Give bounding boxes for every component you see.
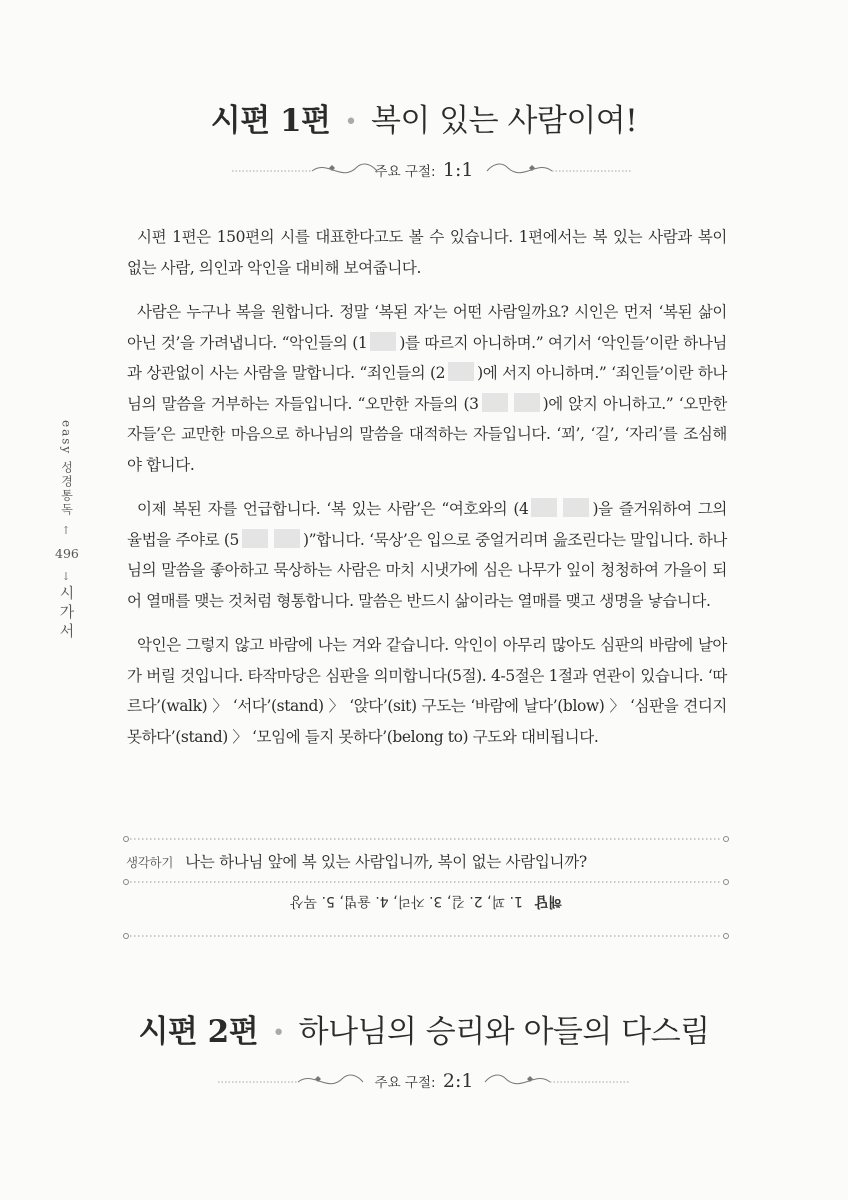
think-question-row xyxy=(122,850,730,872)
answer-label: 해답 xyxy=(534,893,562,909)
section1-key-verse xyxy=(0,155,848,185)
upside-down-answer xyxy=(122,892,730,912)
page-number: 496 xyxy=(55,546,79,562)
answer-blank xyxy=(274,529,300,548)
verse-label-text: 주요 구절: xyxy=(374,164,436,180)
right-flourish-icon xyxy=(482,155,632,185)
title-separator-dot: • xyxy=(272,1021,285,1046)
arrow-down-icon: ↓ xyxy=(61,570,71,584)
dotted-divider xyxy=(122,834,730,844)
section1-title-sub: 복이 있는 사람이여! xyxy=(370,103,638,139)
section2-key-verse xyxy=(0,1066,848,1096)
verse-label-text: 주요 구절: xyxy=(374,1075,436,1091)
page-sidebar xyxy=(55,420,77,647)
verse-ref: 1:1 xyxy=(442,159,474,181)
p2-part-a: 사람은 누구나 복을 원합니다. 정말 ‘복된 자’는 어떤 사람일까요? 시인은 먼저 ‘복된 삶이 아닌 것’을 가려냅니다. “악인들의 (1 xyxy=(127,303,727,352)
body-text xyxy=(127,222,727,766)
p2-part-b: )를 따르지 아니하며.” 여기서 ‘악인들’이란 하나님과 상관없이 사는 사람을 말합니다. “죄인들의 (2 xyxy=(127,333,727,382)
paragraph-1: 시편 1편은 150편의 시를 대표한다고도 볼 수 있습니다. 1편에서는 복 있는 사람과 복이 없는 사람, 의인과 악인을 대비해 보여줍니다. xyxy=(127,228,727,277)
dotted-divider xyxy=(122,931,730,941)
paragraph-2 xyxy=(127,297,727,480)
answer-blank xyxy=(563,498,589,517)
title-separator-dot: • xyxy=(344,110,357,135)
section1-verse-label xyxy=(0,159,848,181)
section2-verse-label xyxy=(0,1070,848,1092)
answer-blank xyxy=(531,498,557,517)
section2-title-sub: 하나님의 승리와 아들의 다스림 xyxy=(298,1014,710,1050)
answer-blank xyxy=(370,332,396,351)
answer-blank xyxy=(448,362,474,381)
right-flourish-icon xyxy=(480,1066,630,1096)
answer-text: 1. 꾀, 2. 길, 3. 자리, 4. 율법, 5. 묵상 xyxy=(290,893,523,909)
section-name: 시가서 xyxy=(57,585,76,643)
answer-blank xyxy=(242,529,268,548)
section2-title-main: 시편 2편 xyxy=(138,1014,259,1050)
verse-ref: 2:1 xyxy=(442,1070,474,1092)
think-box xyxy=(122,834,730,944)
p3-part-a: 이제 복된 자를 언급합니다. ‘복 있는 사람’은 “여호와의 (4 xyxy=(137,500,529,518)
think-question: 나는 하나님 앞에 복 있는 사람입니까, 복이 없는 사람입니까? xyxy=(185,853,587,871)
p3-part-c: )”합니다. ‘묵상’은 입으로 중얼거리며 읊조린다는 말입니다. 하나님의 말씀을 좋아하고 묵상하는 사람은 마치 시냇가에 심은 나무가 잎이 청청하여 가을이 되어 열매를 맺는 것처럼 형통합니다. 말씀은 반드시 삶이라는 열매를 맺고 생명을 낳습니다. xyxy=(127,530,727,610)
p2-part-c: )에 서지 아니하며.” ‘죄인들’이란 하나님의 말씀을 거부하는 자들입니다. “오만한 자들의 (3 xyxy=(127,364,727,413)
answer-blank xyxy=(482,393,508,412)
section1-title xyxy=(0,95,848,140)
dotted-divider xyxy=(122,877,730,887)
answer-blank xyxy=(514,393,540,412)
paragraph-3 xyxy=(127,494,727,616)
section1-title-main: 시편 1편 xyxy=(210,103,331,139)
arrow-up-icon: ↑ xyxy=(61,524,71,538)
section2-title xyxy=(0,1006,848,1051)
series-name: easy 성경통독 xyxy=(59,420,74,518)
think-label: 생각하기 xyxy=(126,855,174,870)
paragraph-4: 악인은 그렇지 않고 바람에 나는 겨와 같습니다. 악인이 아무리 많아도 심판의 바람에 날아가 버릴 것입니다. 타작마당은 심판을 의미합니다(5절). 4-5절은 1절과 연관이 있습니다. ‘따르다’(walk) 〉 ‘서다’(stand) 〉 ‘앉다’(sit) 구도는 ‘바람에 날다’(blow) 〉 ‘심판을 견디지 못하다’(stand) 〉 ‘모임에 들지 못하다’(belong to) 구도와 대비됩니다. xyxy=(127,636,727,746)
p3-part-b: )을 즐거워하여 그의 율법을 주야로 (5 xyxy=(127,500,727,549)
p2-part-d: )에 앉지 아니하고.” ‘오만한 자들’은 교만한 마음으로 하나님의 말씀을 대적하는 자들입니다. ‘꾀’, ‘길’, ‘자리’를 조심해야 합니다. xyxy=(127,394,727,474)
